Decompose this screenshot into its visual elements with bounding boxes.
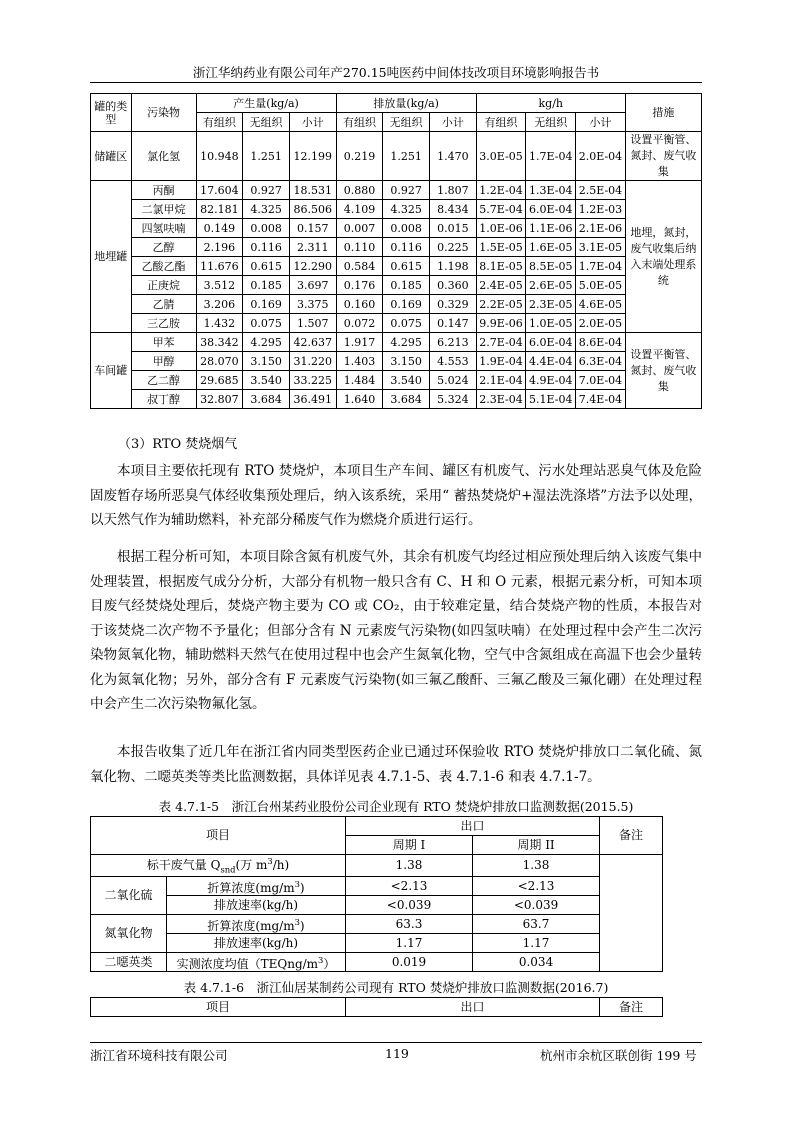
value-cell: 1.251 (243, 132, 290, 181)
footer-company: 浙江省环境科技有限公司 (90, 1048, 228, 1063)
value-cell: 2.1E-06 (576, 219, 626, 238)
value-cell: 0.160 (336, 295, 383, 314)
value-cell: 0.015 (429, 219, 476, 238)
so2-rate-2: <0.039 (473, 896, 600, 915)
value-cell: 0.185 (383, 276, 430, 295)
value-cell: 29.685 (196, 371, 243, 390)
pollutant-name: 乙二醇 (131, 371, 196, 390)
value-cell: 0.075 (243, 314, 290, 333)
nox-rate-1: 1.17 (346, 934, 473, 953)
pollutant-name: 三乙胺 (131, 314, 196, 333)
emit-header: 排放量(kg/a) (336, 94, 476, 113)
value-cell: 1.251 (383, 132, 430, 181)
rto-monitoring-table-1 (90, 816, 663, 972)
pollutant-name: 叔丁醇 (131, 390, 196, 409)
value-cell: 3.684 (243, 390, 290, 409)
page-header: 浙江华纳药业有限公司年产270.15吨医药中间体技改项目环境影响报告书 (192, 65, 600, 80)
unorganized-header: 无组织 (526, 113, 576, 132)
value-cell: 3.697 (289, 276, 336, 295)
flow-value-2: 1.38 (473, 855, 600, 877)
value-cell: 0.927 (243, 181, 290, 200)
tank-group-name: 车间罐 (91, 333, 132, 409)
value-cell: 0.110 (336, 238, 383, 257)
value-cell: 2.3E-04 (476, 390, 526, 409)
value-cell: 38.342 (196, 333, 243, 352)
so2-rate-1: <0.039 (346, 896, 473, 915)
so2-conc-2: <2.13 (473, 877, 600, 896)
value-cell: 11.676 (196, 257, 243, 276)
value-cell: 17.604 (196, 181, 243, 200)
organized-header: 有组织 (476, 113, 526, 132)
value-cell: 1.2E-03 (576, 200, 626, 219)
value-cell: 0.615 (383, 257, 430, 276)
value-cell: 4.325 (243, 200, 290, 219)
value-cell: 0.185 (243, 276, 290, 295)
value-cell: 42.637 (289, 333, 336, 352)
value-cell: 1.403 (336, 352, 383, 371)
value-cell: 0.219 (336, 132, 383, 181)
footer-address: 杭州市余杭区联创街 199 号 (540, 1048, 697, 1063)
value-cell: 0.169 (383, 295, 430, 314)
value-cell: 6.3E-04 (576, 352, 626, 371)
value-cell: 3.150 (243, 352, 290, 371)
value-cell: 0.116 (383, 238, 430, 257)
value-cell: 7.4E-04 (576, 390, 626, 409)
value-cell: 2.311 (289, 238, 336, 257)
value-cell: 2.0E-05 (576, 314, 626, 333)
rate-header: kg/h (476, 94, 625, 113)
value-cell: 4.295 (243, 333, 290, 352)
value-cell: 4.9E-04 (526, 371, 576, 390)
item-header: 项目 (91, 998, 346, 1017)
value-cell: 36.491 (289, 390, 336, 409)
paragraph-3: 本报告收集了近几年在浙江省内同类型医药企业已通过环保验收 RTO 焚烧炉排放口二氧化硫、氮氧化物、二噁英类等类比监测数据，具体详见表 4.7.1-5、表 4.7.1-6 和表 4.7.1-7。 (90, 744, 702, 785)
tank-group-name: 地埋罐 (91, 181, 132, 333)
value-cell: 0.116 (243, 238, 290, 257)
value-cell: 5.324 (429, 390, 476, 409)
pollutant-name: 甲醇 (131, 352, 196, 371)
page-number: 119 (385, 1046, 409, 1061)
dioxin-label: 二噁英类 (91, 953, 167, 972)
item-header: 项目 (91, 817, 346, 855)
value-cell: 8.6E-04 (576, 333, 626, 352)
table-row (91, 276, 702, 295)
table3-caption: 表 4.7.1-6 浙江仙居某制药公司现有 RTO 焚烧炉排放口监测数据(2016.7) (183, 980, 609, 995)
value-cell: 33.225 (289, 371, 336, 390)
pollutant-name: 乙腈 (131, 295, 196, 314)
table-row (91, 295, 702, 314)
flow-label: 标干废气量 $Q_{snd}$(万 $m^3/h$) (91, 855, 346, 877)
value-cell: 1.507 (289, 314, 336, 333)
value-cell: 6.0E-04 (526, 200, 576, 219)
measures-header: 措施 (625, 94, 701, 132)
value-cell: 1.484 (336, 371, 383, 390)
table-row (91, 200, 702, 219)
value-cell: 7.0E-04 (576, 371, 626, 390)
value-cell: 2.6E-05 (526, 276, 576, 295)
produce-header: 产生量(kg/a) (196, 94, 336, 113)
period-2-header: 周期 II (473, 836, 600, 855)
value-cell: 2.0E-04 (576, 132, 626, 181)
value-cell: 1.470 (429, 132, 476, 181)
value-cell: 1.198 (429, 257, 476, 276)
dioxin-value-1: 0.019 (346, 953, 473, 972)
nox-label: 氮氧化物 (91, 915, 167, 953)
value-cell: 0.225 (429, 238, 476, 257)
value-cell: 8.1E-05 (476, 257, 526, 276)
value-cell: 1.1E-06 (526, 219, 576, 238)
value-cell: 0.149 (196, 219, 243, 238)
value-cell: 31.220 (289, 352, 336, 371)
value-cell: 4.6E-05 (576, 295, 626, 314)
value-cell: 1.9E-04 (476, 352, 526, 371)
value-cell: 18.531 (289, 181, 336, 200)
unorganized-header: 无组织 (383, 113, 430, 132)
subtotal-header: 小计 (289, 113, 336, 132)
period-1-header: 周期 I (346, 836, 473, 855)
value-cell: 0.927 (383, 181, 430, 200)
value-cell: 12.290 (289, 257, 336, 276)
footer-rule (90, 1042, 702, 1043)
value-cell: 0.584 (336, 257, 383, 276)
value-cell: 12.199 (289, 132, 336, 181)
so2-label: 二氧化硫 (91, 877, 167, 915)
subtotal-header: 小计 (576, 113, 626, 132)
table-row (91, 238, 702, 257)
pollutant-name: 正庚烷 (131, 276, 196, 295)
value-cell: 1.0E-06 (476, 219, 526, 238)
value-cell: 6.0E-04 (526, 333, 576, 352)
so2-conc-label: 折算浓度$(mg/m^3)$ (167, 877, 346, 896)
pollutant-name: 乙酸乙酯 (131, 257, 196, 276)
dioxin-value-2: 0.034 (473, 953, 600, 972)
value-cell: 0.615 (243, 257, 290, 276)
header-rule (90, 82, 702, 83)
value-cell: 5.024 (429, 371, 476, 390)
pollutant-header: 污染物 (131, 94, 196, 132)
measure-cell: 设置平衡管、氮封、废气收集 (625, 333, 701, 409)
table-row (91, 181, 702, 200)
value-cell: 4.295 (383, 333, 430, 352)
nox-rate-2: 1.17 (473, 934, 600, 953)
value-cell: 82.181 (196, 200, 243, 219)
pollutant-name: 乙醇 (131, 238, 196, 257)
value-cell: 10.948 (196, 132, 243, 181)
table-row (91, 257, 702, 276)
value-cell: 2.196 (196, 238, 243, 257)
pollutant-name: 四氢呋喃 (131, 219, 196, 238)
subtotal-header: 小计 (429, 113, 476, 132)
value-cell: 1.432 (196, 314, 243, 333)
value-cell: 0.157 (289, 219, 336, 238)
value-cell: 0.360 (429, 276, 476, 295)
nox-rate-label: 排放速率(kg/h) (167, 934, 346, 953)
value-cell: 4.325 (383, 200, 430, 219)
outlet-header: 出口 (346, 817, 600, 836)
table-row (91, 390, 702, 409)
paragraph-1: 本项目主要依托现有 RTO 焚烧炉，本项目生产车间、罐区有机废气、污水处理站恶臭气体及危险固废暂存场所恶臭气体经收集预处理后，纳入该系统，采用“ 蓄热焚烧炉+湿法洗涤塔”方法予以处理，以天然气作为辅助燃料，补充部分稀废气作为燃烧介质进行运行。 (90, 463, 702, 528)
tank-group-name: 储罐区 (91, 132, 132, 181)
value-cell: 86.506 (289, 200, 336, 219)
nox-conc-label: 折算浓度$(mg/m^3)$ (167, 915, 346, 934)
nox-conc-1: 63.3 (346, 915, 473, 934)
value-cell: 28.070 (196, 352, 243, 371)
value-cell: 2.2E-05 (476, 295, 526, 314)
value-cell: 3.540 (383, 371, 430, 390)
value-cell: 8.434 (429, 200, 476, 219)
table-row (91, 352, 702, 371)
value-cell: 3.206 (196, 295, 243, 314)
organized-header: 有组织 (196, 113, 243, 132)
value-cell: 32.807 (196, 390, 243, 409)
section-title: （3）RTO 焚烧烟气 (118, 437, 238, 452)
table-row (91, 371, 702, 390)
value-cell: 0.072 (336, 314, 383, 333)
value-cell: 1.640 (336, 390, 383, 409)
table-row (91, 333, 702, 352)
value-cell: 5.1E-04 (526, 390, 576, 409)
value-cell: 3.512 (196, 276, 243, 295)
value-cell: 5.7E-04 (476, 200, 526, 219)
table-row (91, 132, 702, 181)
remark-header: 备注 (600, 998, 663, 1017)
outlet-header: 出口 (346, 998, 600, 1017)
value-cell: 0.075 (383, 314, 430, 333)
value-cell: 2.5E-04 (576, 181, 626, 200)
measure-cell: 设置平衡管、氮封、废气收集 (625, 132, 701, 181)
value-cell: 0.008 (243, 219, 290, 238)
table-row (91, 219, 702, 238)
value-cell: 0.329 (429, 295, 476, 314)
remark-cell (600, 855, 663, 972)
value-cell: 1.0E-05 (526, 314, 576, 333)
pollutant-name: 甲苯 (131, 333, 196, 352)
pollutant-name: 二氯甲烷 (131, 200, 196, 219)
table-row (91, 314, 702, 333)
remark-header: 备注 (600, 817, 663, 855)
tank-emission-table (90, 93, 702, 409)
flow-value-1: 1.38 (346, 855, 473, 877)
value-cell: 2.7E-04 (476, 333, 526, 352)
table2-caption: 表 4.7.1-5 浙江台州某药业股份公司企业现有 RTO 焚烧炉排放口监测数据(2015.5) (158, 799, 634, 814)
nox-conc-2: 63.7 (473, 915, 600, 934)
value-cell: 1.7E-04 (576, 257, 626, 276)
so2-conc-1: <2.13 (346, 877, 473, 896)
unorganized-header: 无组织 (243, 113, 290, 132)
value-cell: 2.3E-05 (526, 295, 576, 314)
value-cell: 1.5E-05 (476, 238, 526, 257)
value-cell: 4.109 (336, 200, 383, 219)
so2-rate-label: 排放速率(kg/h) (167, 896, 346, 915)
value-cell: 0.880 (336, 181, 383, 200)
measure-cell: 地埋，氮封，废气收集后纳入末端处理系统 (625, 181, 701, 333)
value-cell: 0.007 (336, 219, 383, 238)
tank-type-header: 罐的类型 (91, 94, 132, 132)
organized-header: 有组织 (336, 113, 383, 132)
value-cell: 0.169 (243, 295, 290, 314)
value-cell: 8.5E-05 (526, 257, 576, 276)
pollutant-name: 氯化氢 (131, 132, 196, 181)
value-cell: 5.0E-05 (576, 276, 626, 295)
value-cell: 1.6E-05 (526, 238, 576, 257)
value-cell: 4.4E-04 (526, 352, 576, 371)
value-cell: 1.2E-04 (476, 181, 526, 200)
paragraph-2: 根据工程分析可知，本项目除含氮有机废气外，其余有机废气均经过相应预处理后纳入该废气集中处理装置，根据废气成分分析，大部分有机物一般只含有 C、H 和 O 元素，根据元素分析，可知本项目废气经焚烧处理后，焚烧产物主要为 CO 或 CO₂，由于较难定量，结合焚烧产物的性质，本报告对于该焚烧二次产物不予量化；但部分含有 N 元素废气污染物(如四氢呋喃）在处理过程中会产生二次污染物氮氧化物，辅助燃料天然气在使用过程中也会产生氮氧化物，空气中含氮组成在高温下也会少量转化为氮氧化物；另外，部分含有 F 元素废气污染物(如三氟乙酸酐、三氟乙酸及三氟化硼）在处理过程中会产生二次污染物氟化氢。 (90, 549, 702, 712)
value-cell: 1.807 (429, 181, 476, 200)
value-cell: 2.4E-05 (476, 276, 526, 295)
value-cell: 3.0E-05 (476, 132, 526, 181)
value-cell: 9.9E-06 (476, 314, 526, 333)
value-cell: 3.1E-05 (576, 238, 626, 257)
value-cell: 3.375 (289, 295, 336, 314)
rto-monitoring-table-2 (90, 997, 663, 1017)
value-cell: 2.1E-04 (476, 371, 526, 390)
value-cell: 0.008 (383, 219, 430, 238)
value-cell: 1.917 (336, 333, 383, 352)
dioxin-measured-label: 实测浓度均值$(TEQng/m^3)$ (167, 953, 346, 972)
value-cell: 0.176 (336, 276, 383, 295)
value-cell: 3.684 (383, 390, 430, 409)
value-cell: 4.553 (429, 352, 476, 371)
value-cell: 0.147 (429, 314, 476, 333)
value-cell: 6.213 (429, 333, 476, 352)
pollutant-name: 丙酮 (131, 181, 196, 200)
value-cell: 3.150 (383, 352, 430, 371)
value-cell: 1.3E-04 (526, 181, 576, 200)
value-cell: 3.540 (243, 371, 290, 390)
value-cell: 1.7E-04 (526, 132, 576, 181)
